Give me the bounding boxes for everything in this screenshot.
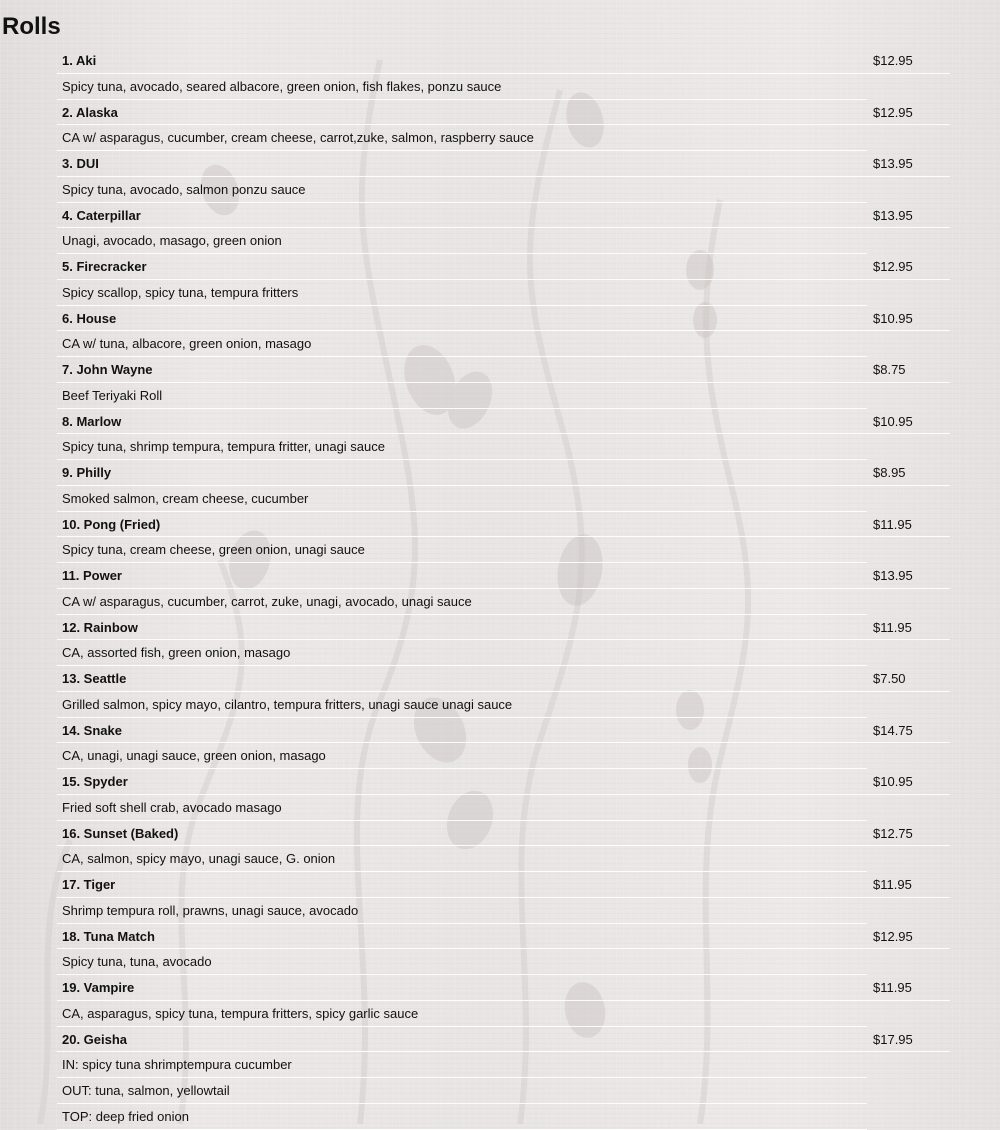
menu-item-header (57, 821, 950, 847)
menu-item (57, 409, 950, 461)
menu-item-description: CA, asparagus, spicy tuna, tempura fritters, spicy garlic sauce (57, 1001, 867, 1027)
menu-item (57, 512, 950, 564)
menu-item-price: $11.95 (873, 877, 912, 892)
menu-item-description: CA, unagi, unagi sauce, green onion, masago (57, 743, 867, 769)
menu-item-name: 3. DUI (62, 156, 99, 171)
menu-item-description: CA, assorted fish, green onion, masago (57, 640, 867, 666)
menu-item-header (57, 151, 950, 177)
menu-item-description: Fried soft shell crab, avocado masago (57, 795, 867, 821)
menu-item-price: $11.95 (873, 516, 912, 532)
menu-item-description: Beef Teriyaki Roll (57, 383, 867, 409)
menu-item-description: CA, salmon, spicy mayo, unagi sauce, G. onion (57, 846, 867, 872)
menu-item-price: $8.95 (873, 465, 906, 480)
menu-item-price: $12.95 (873, 928, 913, 944)
menu-item (57, 48, 950, 100)
menu-item-price: $13.95 (873, 156, 913, 171)
menu-item-name: 1. Aki (62, 53, 97, 68)
menu-item-name: 10. Pong (Fried) (62, 516, 161, 532)
menu-item-header (57, 409, 950, 435)
menu-item-name: 5. Firecracker (62, 259, 147, 274)
menu-item-name: 18. Tuna Match (62, 928, 155, 944)
menu-item-description: Unagi, avocado, masago, green onion (57, 228, 867, 254)
menu-item (57, 357, 950, 409)
menu-item (57, 563, 950, 615)
menu-item-price: $12.95 (873, 259, 913, 274)
rolls-menu-list (57, 48, 950, 1130)
menu-item (57, 718, 950, 770)
menu-item-price: $10.95 (873, 774, 913, 789)
menu-item-description: OUT: tuna, salmon, yellowtail (57, 1078, 867, 1104)
menu-item (57, 203, 950, 255)
menu-item-price: $10.95 (873, 310, 913, 326)
menu-item (57, 821, 950, 873)
menu-item-name: 12. Rainbow (62, 619, 138, 635)
menu-item-name: 11. Power (62, 568, 122, 583)
menu-item (57, 1027, 950, 1130)
menu-item (57, 769, 950, 821)
menu-item-description: Grilled salmon, spicy mayo, cilantro, tempura fritters, unagi sauce unagi sauce (57, 692, 867, 718)
menu-item (57, 460, 950, 512)
menu-item (57, 975, 950, 1027)
menu-item-name: 16. Sunset (Baked) (62, 825, 179, 841)
menu-item-header (57, 718, 950, 744)
menu-item-name: 6. House (62, 310, 117, 326)
menu-item-name: 14. Snake (62, 722, 122, 738)
menu-item-header (57, 100, 950, 126)
menu-item-price: $14.75 (873, 722, 913, 738)
menu-item-header (57, 872, 950, 898)
menu-item-header (57, 254, 950, 280)
menu-item (57, 872, 950, 924)
menu-item-description: Smoked salmon, cream cheese, cucumber (57, 486, 867, 512)
menu-item-header (57, 357, 950, 383)
menu-item (57, 100, 950, 152)
menu-item-name: 13. Seattle (62, 671, 127, 686)
menu-item-header (57, 563, 950, 589)
menu-item-header (57, 48, 950, 74)
menu-item-price: $8.75 (873, 362, 906, 377)
menu-item-price: $12.95 (873, 53, 913, 68)
menu-item-name: 19. Vampire (62, 980, 135, 995)
menu-item-header (57, 615, 950, 641)
menu-item-description: Spicy tuna, avocado, seared albacore, green onion, fish flakes, ponzu sauce (57, 74, 867, 100)
menu-item-description: Spicy tuna, tuna, avocado (57, 949, 867, 975)
menu-item-header (57, 975, 950, 1001)
menu-item-price: $12.75 (873, 825, 913, 841)
menu-item-price: $11.95 (873, 619, 912, 635)
menu-item-header (57, 306, 950, 332)
menu-item-name: 2. Alaska (62, 104, 118, 120)
menu-item-header (57, 1027, 950, 1053)
section-title-rolls: Rolls (2, 13, 61, 40)
menu-item-name: 4. Caterpillar (62, 207, 141, 223)
menu-item-header (57, 460, 950, 486)
menu-item-price: $13.95 (873, 568, 913, 583)
menu-item-price: $13.95 (873, 207, 913, 223)
menu-item-description: Spicy tuna, avocado, salmon ponzu sauce (57, 177, 867, 203)
menu-item-description: Spicy scallop, spicy tuna, tempura fritters (57, 280, 867, 306)
menu-item-header (57, 769, 950, 795)
menu-item (57, 924, 950, 976)
menu-item-description: CA w/ asparagus, cucumber, carrot, zuke, unagi, avocado, unagi sauce (57, 589, 867, 615)
menu-item-name: 20. Geisha (62, 1031, 128, 1047)
menu-item-description: Spicy tuna, shrimp tempura, tempura fritter, unagi sauce (57, 434, 867, 460)
menu-item-description: TOP: deep fried onion (57, 1104, 867, 1130)
menu-item-description: IN: spicy tuna shrimptempura cucumber (57, 1052, 867, 1078)
menu-item-name: 8. Marlow (62, 413, 122, 429)
menu-item (57, 151, 950, 203)
menu-item-price: $17.95 (873, 1031, 913, 1047)
menu-item-name: 15. Spyder (62, 774, 128, 789)
menu-item-price: $10.95 (873, 413, 913, 429)
menu-item-header (57, 203, 950, 229)
menu-item-description: CA w/ asparagus, cucumber, cream cheese, carrot,zuke, salmon, raspberry sauce (57, 125, 867, 151)
menu-item-name: 9. Philly (62, 465, 112, 480)
menu-item-header (57, 666, 950, 692)
menu-item-description: Shrimp tempura roll, prawns, unagi sauce, avocado (57, 898, 867, 924)
menu-item-description: CA w/ tuna, albacore, green onion, masago (57, 331, 867, 357)
menu-item-name: 17. Tiger (62, 877, 116, 892)
menu-item (57, 615, 950, 667)
menu-item-description: Spicy tuna, cream cheese, green onion, unagi sauce (57, 537, 867, 563)
menu-item-price: $11.95 (873, 980, 912, 995)
menu-item-header (57, 924, 950, 950)
menu-item-price: $12.95 (873, 104, 913, 120)
menu-item (57, 254, 950, 306)
menu-item-header (57, 512, 950, 538)
menu-item-name: 7. John Wayne (62, 362, 153, 377)
menu-item (57, 306, 950, 358)
menu-item-price: $7.50 (873, 671, 906, 686)
menu-item (57, 666, 950, 718)
